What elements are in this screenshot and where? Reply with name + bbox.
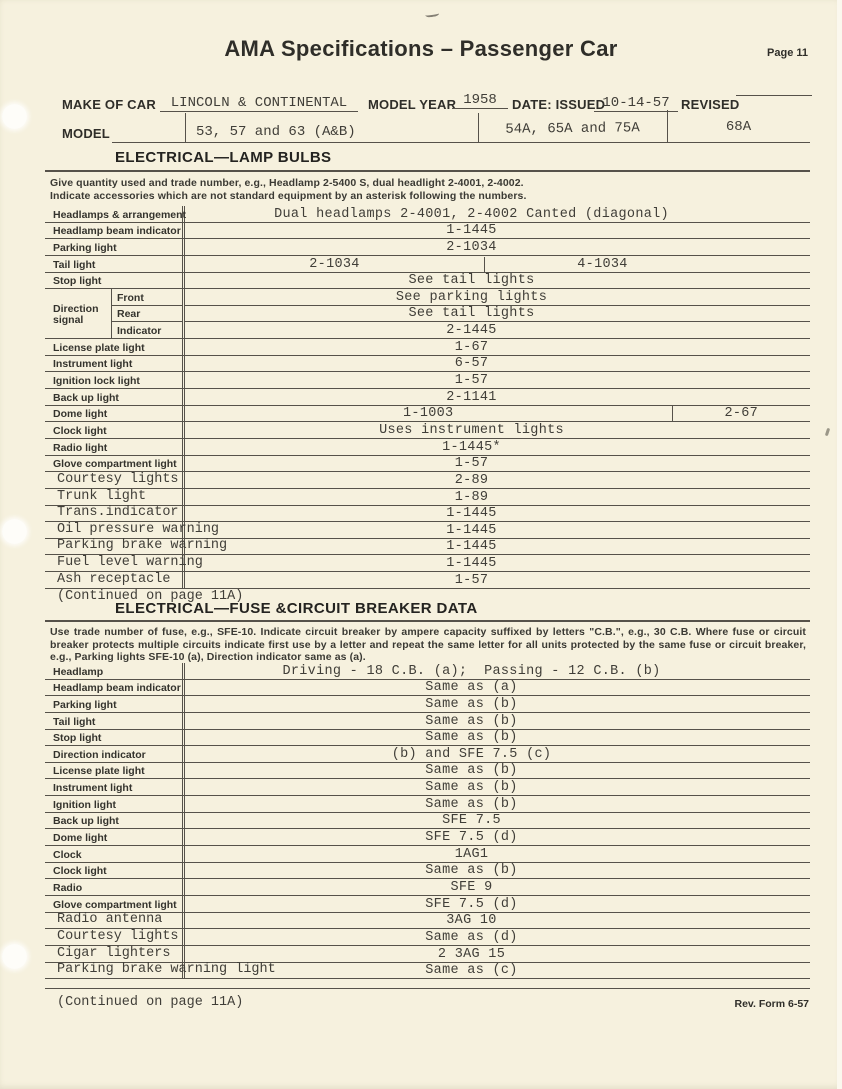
row-value: (b) and SFE 7.5 (c) (184, 746, 810, 762)
page-title: AMA Specifications – Passenger Car (224, 36, 618, 61)
row-label: Instrument light (45, 356, 183, 372)
section-rule (45, 620, 810, 622)
row-value: 2-1141 (184, 389, 810, 405)
table-row (45, 456, 810, 473)
row-value: SFE 9 (184, 879, 810, 895)
model-row-underline (112, 142, 810, 143)
row-value (184, 256, 810, 272)
row-value: Same as (b) (184, 779, 810, 795)
make-of-car-label: MAKE OF CAR (62, 97, 156, 112)
row-value: SFE 7.5 (d) (184, 829, 810, 845)
lamp-bulbs-title: ELECTRICAL—LAMP BULBS (115, 149, 332, 166)
row-label: Ignition light (45, 796, 183, 812)
instruction-line: Give quantity used and trade number, e.g., Headlamp 2-5400 S, dual headlight 2-4001, 2-4002. (50, 177, 524, 189)
row-value: 1AG1 (184, 846, 810, 862)
row-value: 2-1034 (184, 239, 810, 255)
model-col-divider (185, 113, 186, 143)
table-row (45, 273, 810, 290)
row-value: Same as (a) (184, 680, 810, 696)
row-label: Direction indicator (45, 746, 183, 762)
row-value: 1-1445 (184, 223, 810, 239)
table-row (45, 539, 810, 556)
row-value: Same as (b) (184, 863, 810, 879)
punch-hole (2, 519, 27, 544)
row-value: 1-67 (184, 339, 810, 355)
table-row (45, 306, 810, 323)
row-value: 2 3AG 15 (184, 946, 810, 962)
table-row (45, 863, 810, 880)
table-row (45, 813, 810, 830)
row-label: Radio antenna (45, 913, 183, 929)
table-row (45, 829, 810, 846)
instruction-line: Use trade number of fuse, e.g., SFE-10. Indicate circuit breaker by ampere capacity suffixed by letters "C.B.", e.g., 30 C.B. Where fuse or circuit (50, 626, 806, 638)
table-row (45, 522, 810, 539)
row-label: Radio (45, 879, 183, 895)
row-value: 1-89 (184, 489, 810, 505)
row-label: Parking light (45, 239, 183, 255)
model-year-label: MODEL YEAR (368, 97, 457, 112)
row-value: 3AG 10 (184, 913, 810, 929)
row-value: 1-1445 (184, 555, 810, 571)
section-rule (45, 170, 810, 172)
table-row (45, 356, 810, 373)
row-value: Same as (b) (184, 696, 810, 712)
row-group-label: Direction signal (53, 303, 99, 327)
row-value: 6-57 (184, 356, 810, 372)
row-label (45, 306, 183, 323)
continued-note: (Continued on page 11A) (57, 589, 244, 604)
row-value-cell: 2-1034 (185, 257, 485, 272)
table-row (45, 929, 810, 946)
row-label: Clock light (45, 863, 183, 879)
row-label: Glove compartment light (45, 896, 183, 912)
row-value (184, 406, 810, 422)
scan-edge (837, 0, 842, 1089)
row-label: Glove compartment light (45, 456, 183, 472)
row-label: Stop light (45, 273, 183, 289)
instruction-line: e.g., Parking lights SFE-10 (a), Direction indicator same as (a). (50, 651, 366, 663)
row-label: Parking light (45, 696, 183, 712)
punch-hole (2, 104, 27, 129)
table-row (45, 572, 810, 589)
punch-hole (2, 944, 27, 969)
lamp-bulbs-table (45, 206, 810, 589)
table-row (45, 206, 810, 223)
table-row (45, 389, 810, 406)
fuse-data-instructions (50, 626, 806, 664)
row-value: See parking lights (184, 289, 810, 306)
table-row (45, 256, 810, 273)
table-row (45, 913, 810, 930)
ink-smudge (425, 9, 440, 18)
row-label: Fuel level warning (45, 555, 183, 571)
row-sublabel: Front (111, 289, 182, 306)
row-label: Oil pressure warning (45, 522, 183, 538)
model-group-2: 54A, 65A and 75A (505, 120, 640, 138)
row-value: Dual headlamps 2-4001, 2-4002 Canted (diagonal) (184, 206, 810, 222)
table-row (45, 846, 810, 863)
row-label: Courtesy lights (45, 929, 183, 945)
row-value: SFE 7.5 (d) (184, 896, 810, 912)
row-value: Same as (b) (184, 730, 810, 746)
fuse-data-table (45, 663, 810, 979)
table-row (45, 680, 810, 697)
instruction-line: Indicate accessories which are not standard equipment by an asterisk following the numbers. (50, 189, 527, 202)
row-value: Same as (d) (184, 929, 810, 945)
table-row (45, 472, 810, 489)
table-row (45, 946, 810, 963)
row-label: Stop light (45, 730, 183, 746)
table-row (45, 696, 810, 713)
table-row (45, 730, 810, 747)
row-value-cell: 1-1003 (185, 406, 673, 421)
model-label: MODEL (62, 126, 110, 141)
date-issued-value: 10-14-57 (594, 95, 678, 112)
row-label: Back up light (45, 389, 183, 405)
lamp-bulbs-instructions (50, 177, 526, 202)
table-row (45, 779, 810, 796)
page-number: Page 11 (767, 47, 808, 59)
row-value: Driving - 18 C.B. (a); Passing - 12 C.B. (b) (184, 663, 810, 679)
row-value: 2-1445 (184, 322, 810, 338)
row-value-cell: 4-1034 (577, 256, 628, 272)
continued-note: (Continued on page 11A) (57, 995, 244, 1010)
table-row (45, 796, 810, 813)
table-row (45, 506, 810, 523)
row-label: Ash receptacle (45, 572, 183, 588)
model-group-3: 68A (725, 119, 752, 135)
row-value: SFE 7.5 (184, 813, 810, 829)
instruction-line: breaker protects multiple circuits indicate first use by a letter and repeat the same letter for all units protected by the same fuse or circuit breaker, (50, 638, 806, 651)
row-label: Cigar lighters (45, 946, 183, 962)
table-row (45, 896, 810, 913)
row-label: Headlamps & arrangement (45, 206, 183, 222)
table-row (45, 422, 810, 439)
row-value: Same as (b) (184, 713, 810, 729)
table-row (45, 963, 810, 980)
table-row (45, 555, 810, 572)
ink-speck (825, 428, 830, 437)
row-value: Same as (c) (184, 963, 810, 979)
table-row (45, 339, 810, 356)
table-row (45, 879, 810, 896)
row-label: Headlamp (45, 663, 183, 679)
row-value: 1-1445* (184, 439, 810, 455)
row-label: License plate light (45, 339, 183, 355)
row-label: Tail light (45, 713, 183, 729)
model-group-1: 53, 57 and 63 (A&B) (196, 124, 356, 140)
row-label: Tail light (45, 256, 183, 272)
make-of-car-value: LINCOLN & CONTINENTAL (160, 95, 358, 112)
row-value: 1-1445 (184, 539, 810, 555)
row-value: 1-1445 (184, 506, 810, 522)
table-row (45, 746, 810, 763)
row-value: 1-57 (184, 372, 810, 388)
row-label: Headlamp beam indicator (45, 680, 183, 696)
revised-label: REVISED (681, 97, 740, 112)
table-row (45, 406, 810, 423)
row-sublabel: Rear (111, 306, 182, 323)
row-value: 1-1445 (184, 522, 810, 538)
rev-form-note: Rev. Form 6-57 (734, 998, 809, 1010)
row-label: Headlamp beam indicator (45, 223, 183, 239)
row-value: See tail lights (184, 273, 810, 289)
row-label: Back up light (45, 813, 183, 829)
row-sublabel: Indicator (111, 322, 182, 338)
table-row (45, 489, 810, 506)
table-row (45, 439, 810, 456)
row-label: Trans.indicator (45, 506, 183, 522)
row-value: Uses instrument lights (184, 422, 810, 438)
row-value: See tail lights (184, 306, 810, 323)
table-row (45, 372, 810, 389)
row-label: Clock (45, 846, 183, 862)
row-value: Same as (b) (184, 796, 810, 812)
fuse-data-title: ELECTRICAL—FUSE &CIRCUIT BREAKER DATA (115, 600, 478, 617)
table-row (45, 763, 810, 780)
date-issued-label: DATE: ISSUED (512, 97, 606, 112)
row-label: Courtesy lights (45, 472, 183, 488)
row-label: Parking brake warning (45, 539, 183, 555)
model-year-value: 1958 (452, 92, 508, 109)
revised-value (736, 95, 812, 96)
row-label: Parking brake warning light (45, 963, 183, 979)
row-value: 2-89 (184, 472, 810, 488)
row-label (45, 322, 183, 338)
table-row (45, 239, 810, 256)
row-label: Trunk light (45, 489, 183, 505)
row-value-cell: 2-67 (724, 406, 759, 422)
table-row (45, 663, 810, 680)
table-row (45, 322, 810, 339)
row-value: 1-57 (184, 572, 810, 588)
row-label: Clock light (45, 422, 183, 438)
row-label: Dome light (45, 406, 183, 422)
row-label: License plate light (45, 763, 183, 779)
row-value: Same as (b) (184, 763, 810, 779)
row-label: Instrument light (45, 779, 183, 795)
table-row (45, 713, 810, 730)
row-label: Dome light (45, 829, 183, 845)
row-label: Ignition lock light (45, 372, 183, 388)
table-bottom-rule (45, 988, 810, 989)
row-value: 1-57 (184, 456, 810, 472)
row-label: Radio light (45, 439, 183, 455)
table-row (45, 223, 810, 240)
